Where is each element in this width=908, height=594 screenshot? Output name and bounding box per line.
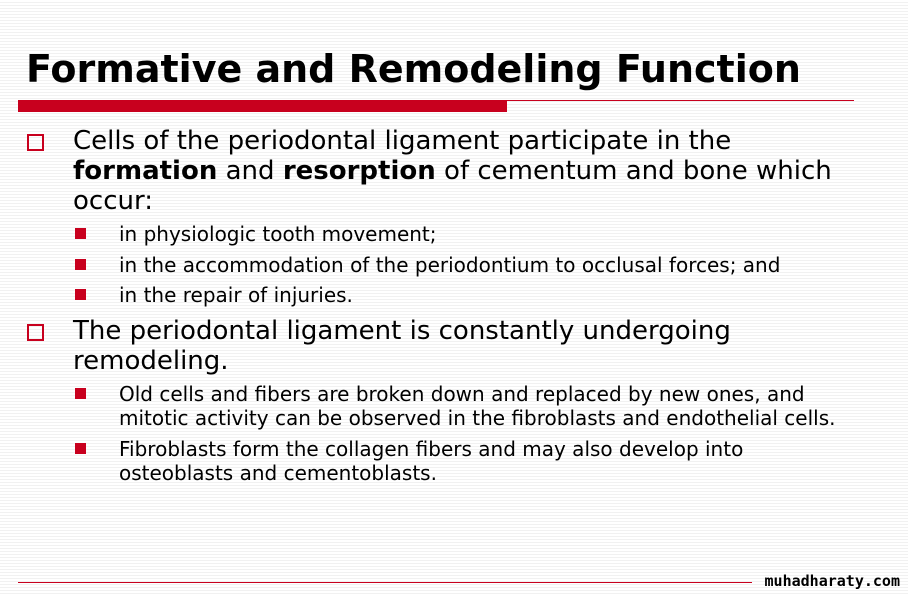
bullet-1 [73, 124, 838, 216]
slide-content [0, 124, 908, 492]
bullet-1-subitem-1-text: in physiologic tooth movement; [119, 222, 437, 246]
bullet-1-text-after: of cementum and bone which occur: [73, 156, 832, 216]
footer-brand: muhadharaty.com [764, 572, 900, 590]
bullet-1-bold-formation: formation [73, 156, 218, 186]
bullet-1-text [73, 126, 838, 216]
bullet-1-text-middle: and [217, 156, 283, 186]
footer-rule [18, 582, 752, 583]
filled-square-icon [75, 289, 86, 300]
bullet-2-subitem-1-text: Old cells and fibers are broken down and replaced by new ones, and mitotic activity can be observed in the fibroblasts and endothelial cells. [119, 381, 836, 430]
bullet-2-subitem-1 [119, 382, 838, 431]
bullet-2-subitem-2-text: Fibroblasts form the collagen fibers and may also develop into osteoblasts and cementoblasts. [119, 436, 744, 485]
title-underline-thin [507, 100, 854, 101]
bullet-2-text: The periodontal ligament is constantly undergoing remodeling. [73, 315, 731, 376]
filled-square-icon [75, 228, 86, 239]
bullet-2-sublist [0, 382, 908, 486]
bullet-1-text-before: Cells of the periodontal ligament participate in the [73, 126, 732, 156]
bullet-1-sublist [0, 222, 908, 308]
filled-square-icon [75, 259, 86, 270]
bullet-2 [73, 314, 838, 376]
filled-square-icon [75, 388, 86, 399]
bullet-1-subitem-1 [119, 222, 838, 247]
title-underline-thick [18, 100, 507, 112]
bullet-1-bold-resorption: resorption [282, 156, 436, 186]
slide-title: Formative and Remodeling Function [26, 47, 801, 91]
bullet-1-subitem-2-text: in the accommodation of the periodontium to occlusal forces; and [119, 252, 781, 277]
bullet-1-subitem-2 [119, 253, 838, 278]
hollow-square-icon [27, 134, 44, 151]
hollow-square-icon [27, 324, 44, 341]
filled-square-icon [75, 443, 86, 454]
bullet-1-subitem-3-text: in the repair of injuries. [119, 283, 353, 307]
bullet-1-subitem-3 [119, 283, 838, 308]
bullet-2-subitem-2 [119, 437, 838, 486]
